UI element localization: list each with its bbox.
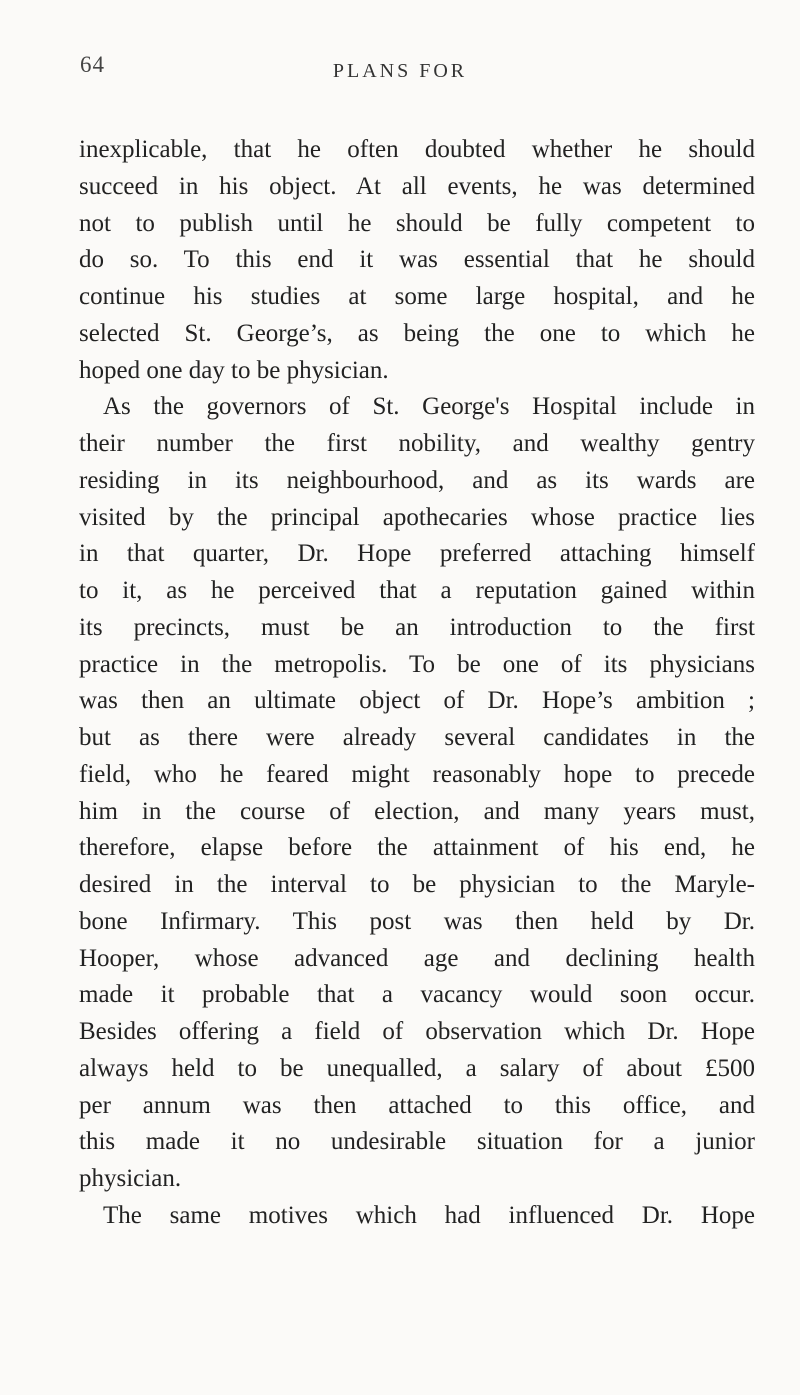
text-line: but as there were already several candidates in the: [79, 724, 755, 751]
text-line: him in the course of election, and many years must,: [79, 797, 755, 825]
page-number: 64: [80, 52, 105, 77]
text-line: visited by the principal apothecaries whose practice lies: [79, 503, 755, 531]
text-line: bone Infirmary. This post was then held by Dr.: [79, 907, 755, 935]
text-line: practice in the metropolis. To be one of its physicians: [79, 650, 755, 678]
text-line: As the governors of St. George's Hospital include in: [103, 393, 755, 421]
text-line: continue his studies at some large hospital, and he: [79, 283, 755, 310]
text-line: desired in the interval to be physician to the Maryle-: [79, 871, 755, 898]
text-line: in that quarter, Dr. Hope preferred attaching himself: [79, 540, 755, 568]
text-line: inexplicable, that he often doubted whether he should: [79, 136, 755, 163]
text-line: physician.: [79, 1165, 182, 1192]
running-head: PLANS FOR: [332, 60, 468, 82]
text-line: succeed in his object. At all events, he was determined: [79, 172, 755, 200]
text-line: this made it no undesirable situation for a junior: [79, 1128, 755, 1156]
text-line: to it, as he perceived that a reputation gained within: [79, 577, 755, 604]
body-text: [79, 132, 755, 1235]
text-line: The same motives which had influenced Dr. Hope: [103, 1201, 755, 1229]
text-line: its precincts, must be an introduction to the first: [79, 613, 755, 641]
text-line: made it probable that a vacancy would soon occur.: [79, 981, 755, 1009]
text-line: selected St. George’s, as being the one to which he: [79, 319, 755, 347]
text-line: hoped one day to be physician.: [79, 356, 389, 384]
text-line: field, who he feared might reasonably hope to precede: [79, 760, 755, 788]
text-line: not to publish until he should be fully competent to: [79, 209, 755, 237]
text-line: do so. To this end it was essential that he should: [79, 246, 755, 274]
text-line: Hooper, whose advanced age and declining health: [79, 944, 755, 972]
text-line: residing in its neighbourhood, and as its wards are: [79, 466, 755, 494]
text-line: per annum was then attached to this office, and: [79, 1091, 755, 1119]
text-line: always held to be unequalled, a salary of about £500: [79, 1054, 755, 1082]
text-line: therefore, elapse before the attainment of his end, he: [79, 834, 755, 862]
text-line: their number the first nobility, and wealthy gentry: [79, 430, 755, 457]
text-line: Besides offering a field of observation which Dr. Hope: [79, 1018, 755, 1045]
text-line: was then an ultimate object of Dr. Hope’s ambition ;: [79, 687, 755, 715]
